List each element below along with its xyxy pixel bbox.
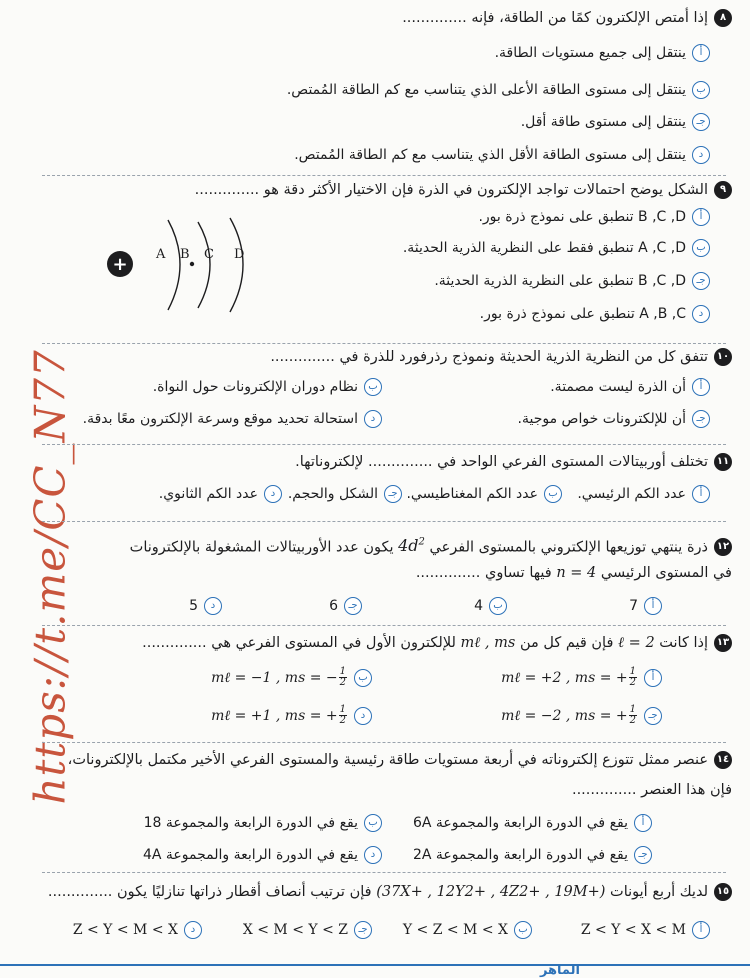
option-letter: د (184, 921, 202, 939)
shell-arc-3 (230, 218, 243, 312)
option-c[interactable]: جـB ,C ,D تنطبق على النظرية الذرية الحديثة. (434, 271, 710, 291)
question-10 (18, 347, 732, 442)
option-letter: أ (692, 378, 710, 396)
separator (42, 343, 726, 344)
option-letter: ب (692, 239, 710, 257)
option-letter: جـ (692, 113, 710, 131)
question-number: ٨ (714, 9, 732, 27)
shell-arc-2 (198, 222, 210, 308)
separator (42, 444, 726, 445)
option-letter: جـ (344, 597, 362, 615)
option-letter: ب (692, 81, 710, 99)
option-a[interactable]: أ7 (629, 596, 662, 616)
question-stem: الشكل يوضح احتمالات تواجد الإلكترون في الذرة فإن الاختيار الأكثر دقة هو .............. (194, 182, 708, 198)
fraction: $\frac{1}{2}$ (629, 666, 636, 688)
telegram-watermark: https://t.me/CC_N77 (25, 349, 75, 805)
shell-arc-1 (168, 220, 180, 310)
option-a[interactable]: أZ < Y < X < M (581, 920, 710, 940)
option-d[interactable]: داستحالة تحديد موقع وسرعة الإلكترون معًا بدقة. (83, 409, 382, 429)
question-stem: تختلف أوربيتالات المستوى الفرعي الواحد في .............. لإلكتروناتها. (295, 454, 708, 470)
l-value: ℓ = 2 (618, 635, 655, 651)
option-letter: د (692, 305, 710, 323)
question-number: ١٤ (714, 751, 732, 769)
fraction: $\frac{1}{2}$ (629, 704, 636, 726)
option-letter: د (364, 410, 382, 428)
separator (42, 175, 726, 176)
option-a[interactable]: أأن الذرة ليست مصمتة. (550, 377, 710, 397)
fraction: $\frac{1}{2}$ (339, 704, 346, 726)
option-letter: ب (514, 921, 532, 939)
option-letter: ب (354, 669, 372, 687)
option-letter: أ (692, 44, 710, 62)
option-letter: د (692, 146, 710, 164)
footer-brand: الماهر (539, 963, 580, 978)
option-a[interactable]: أعدد الكم الرئيسي. (577, 484, 710, 504)
option-c[interactable]: جـيقع في الدورة الرابعة والمجموعة 2A (413, 845, 652, 865)
option-letter: أ (634, 814, 652, 832)
option-letter: جـ (354, 921, 372, 939)
orbital-notation: $4d^2$ (398, 536, 425, 556)
option-b[interactable]: بينتقل إلى مستوى الطاقة الأعلى الذي يتناسب مع كم الطاقة المُمتص. (287, 80, 710, 100)
option-b[interactable]: بY < Z < M < X (403, 920, 532, 940)
option-c[interactable]: جـالشكل والحجم. (288, 484, 402, 504)
option-letter: د (264, 485, 282, 503)
question-number: ١٣ (714, 634, 732, 652)
question-11 (18, 452, 732, 527)
question-14: ١٤عنصر ممثل تتوزع إلكتروناته في أربعة مستويات طاقة رئيسية والمستوى الفرعي الأخير مكتمل بالإلكترونات، فإن هذا العنصر .............. أيقع في الدورة الرابعة والمجموعة 6A بيقع في الدورة الرابعة والمجموعة 18 جـيقع في الدورة الرابعة والمجموعة 2A ديقع في الدورة الرابعة والمجموعة 4A (67, 752, 732, 863)
question-number: ١٠ (714, 348, 732, 366)
option-b[interactable]: بA ,C ,D تنطبق فقط على النظرية الذرية الحديثة. (403, 238, 710, 258)
option-b[interactable]: ب4 (474, 596, 507, 616)
atom-shells-figure (100, 212, 290, 322)
option-b[interactable]: بعدد الكم المغناطيسي. (406, 484, 562, 504)
quantum-symbols: mℓ , ms (460, 635, 516, 651)
question-number: ٩ (714, 181, 732, 199)
option-letter: ب (489, 597, 507, 615)
question-12: ١٢ذرة ينتهي توزيعها الإلكتروني بالمستوى الفرعي $4d^2$ يكون عدد الأوربيتالات المشغولة بالإلكترونات في المستوى الرئيسي n = 4 فيها تساوي .............. أ7 ب4 جـ6 د5 (129, 536, 732, 614)
separator (42, 625, 726, 626)
option-d[interactable]: دZ < Y < M < X (73, 920, 202, 940)
question-stem: إذا أمتص الإلكترون كمًا من الطاقة، فإنه .............. (402, 10, 708, 26)
option-letter: جـ (384, 485, 402, 503)
option-letter: ب (544, 485, 562, 503)
option-letter: جـ (644, 707, 662, 725)
option-c[interactable]: جـأن للإلكترونات خواص موجية. (518, 409, 710, 429)
option-d[interactable]: دعدد الكم الثانوي. (159, 484, 282, 504)
option-letter: أ (692, 485, 710, 503)
option-letter: أ (644, 597, 662, 615)
option-letter: د (364, 846, 382, 864)
n-value: n = 4 (556, 565, 597, 581)
label-c: C (204, 247, 214, 262)
option-c[interactable]: جـ6 (329, 596, 362, 616)
option-b[interactable]: بيقع في الدورة الرابعة والمجموعة 18 (144, 813, 382, 833)
question-number: ١٥ (714, 883, 732, 901)
option-letter: د (354, 707, 372, 725)
question-stem: تتفق كل من النظرية الذرية الحديثة ونموذج رذرفورد للذرة في .............. (270, 349, 708, 365)
option-d[interactable]: دmℓ = +1 , ms = + $\frac{1}{2}$ (211, 705, 372, 726)
option-letter: أ (692, 921, 710, 939)
option-b[interactable]: بنظام دوران الإلكترونات حول النواة. (153, 377, 382, 397)
option-letter: جـ (634, 846, 652, 864)
page-footer-rule (0, 964, 750, 974)
option-letter: أ (692, 208, 710, 226)
option-letter: ب (364, 378, 382, 396)
question-8 (18, 8, 732, 168)
question-13: ١٣إذا كانت ℓ = 2 فإن قيم كل من mℓ , ms للإلكترون الأول في المستوى الفرعي هي .............. أmℓ = +2 , ms = + $\frac{1}{2}$ بmℓ = −1 , ms = − $\frac{1}{2}$ جـmℓ = −2 , ms = + $\frac{1}{2}$ دmℓ = +1 , ms = + $\frac{1}{2}$ (18, 633, 732, 738)
label-b: B (180, 247, 190, 262)
option-letter: أ (644, 669, 662, 687)
separator (42, 521, 726, 522)
label-a: A (156, 247, 166, 262)
question-stem: عنصر ممثل تتوزع إلكتروناته في أربعة مستويات طاقة رئيسية والمستوى الفرعي الأخير مكتمل بالإلكترونات، (67, 752, 708, 768)
question-number: ١١ (714, 453, 732, 471)
option-c[interactable]: جـmℓ = −2 , ms = + $\frac{1}{2}$ (501, 705, 662, 726)
separator (42, 742, 726, 743)
option-b[interactable]: بmℓ = −1 , ms = − $\frac{1}{2}$ (211, 667, 372, 688)
electron-dot (190, 262, 194, 266)
option-d[interactable]: دA ,B ,C تنطبق على نموذج ذرة بور. (480, 304, 710, 324)
nucleus-plus: + (112, 254, 128, 275)
option-a[interactable]: أينتقل إلى جميع مستويات الطاقة. (495, 43, 710, 63)
option-a[interactable]: أB ,C ,D تنطبق على نموذج ذرة بور. (478, 207, 710, 227)
option-d[interactable]: ديقع في الدورة الرابعة والمجموعة 4A (143, 845, 382, 865)
option-letter: ب (364, 814, 382, 832)
option-c[interactable]: جـينتقل إلى مستوى طاقة أقل. (521, 112, 710, 132)
label-d: D (234, 247, 245, 262)
option-c[interactable]: جـX < M < Y < Z (243, 920, 372, 940)
separator (42, 872, 726, 873)
option-letter: جـ (692, 272, 710, 290)
option-a[interactable]: أيقع في الدورة الرابعة والمجموعة 6A (413, 813, 652, 833)
option-letter: جـ (692, 410, 710, 428)
fraction: $\frac{1}{2}$ (339, 666, 346, 688)
ions-list: (37X+ , 12Y2+ , 4Z2+ , 19M+) (376, 884, 606, 900)
option-letter: د (204, 597, 222, 615)
question-number: ١٢ (714, 538, 732, 556)
option-d[interactable]: دينتقل إلى مستوى الطاقة الأقل الذي يتناسب مع كم الطاقة المُمتص. (294, 145, 710, 165)
option-d[interactable]: د5 (189, 596, 222, 616)
option-a[interactable]: أmℓ = +2 , ms = + $\frac{1}{2}$ (501, 667, 662, 688)
question-15: ١٥لديك أربع أيونات (37X+ , 12Y2+ , 4Z2+ , 19M+) فإن ترتيب أنصاف أقطار ذراتها تنازليًا يكون .............. أZ < Y < X < M بY < Z < M < X جـX < M < Y < Z دZ < Y < M < X (18, 882, 732, 957)
